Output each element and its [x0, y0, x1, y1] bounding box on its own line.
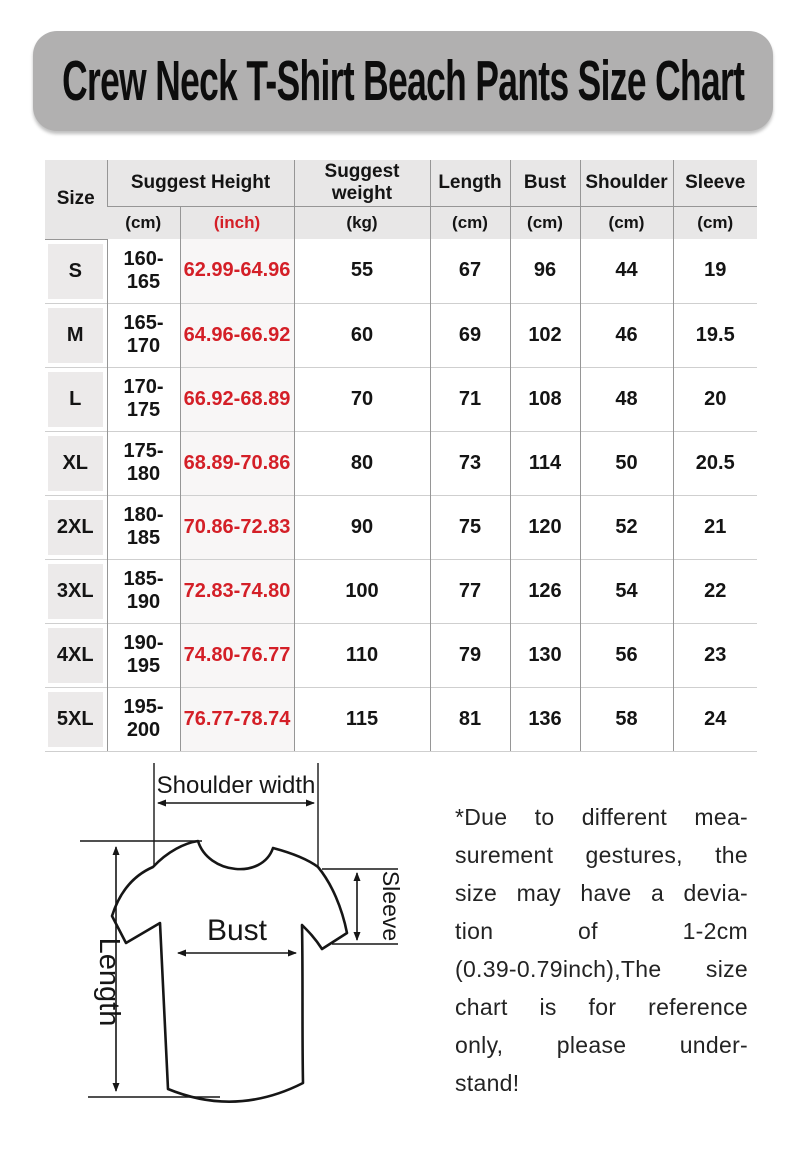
sleeve-label: Sleeve — [378, 870, 404, 942]
height-inch-cell: 74.80-76.77 — [180, 623, 294, 687]
shoulder-cell: 56 — [580, 623, 673, 687]
table-row — [45, 367, 757, 431]
size-badge: 2XL — [48, 500, 103, 555]
unit-sleeve-cm: (cm) — [673, 207, 757, 240]
size-table-header — [45, 160, 757, 239]
weight-kg-cell: 115 — [294, 687, 430, 751]
sleeve-cell: 23 — [673, 623, 757, 687]
weight-kg-cell: 100 — [294, 559, 430, 623]
length-cell: 77 — [430, 559, 510, 623]
unit-shoulder-cm: (cm) — [580, 207, 673, 240]
note-line: stand! — [455, 1070, 520, 1096]
table-row — [45, 495, 757, 559]
height-cm-cell: 165-170 — [107, 303, 180, 367]
header-size: Size — [45, 160, 107, 239]
sleeve-cell: 19 — [673, 239, 757, 303]
bust-cell: 120 — [510, 495, 580, 559]
length-cell: 67 — [430, 239, 510, 303]
height-inch-cell: 72.83-74.80 — [180, 559, 294, 623]
unit-weight-kg: (kg) — [294, 207, 430, 240]
bust-cell: 108 — [510, 367, 580, 431]
note-line: size may have a devia- — [455, 880, 748, 906]
weight-kg-cell: 80 — [294, 431, 430, 495]
header-length: Length — [430, 160, 510, 207]
length-cell: 73 — [430, 431, 510, 495]
length-cell: 71 — [430, 367, 510, 431]
note-line: surement gestures, the — [455, 842, 748, 868]
length-cell: 75 — [430, 495, 510, 559]
height-inch-cell: 76.77-78.74 — [180, 687, 294, 751]
size-badge: S — [48, 244, 103, 299]
unit-bust-cm: (cm) — [510, 207, 580, 240]
weight-kg-cell: 110 — [294, 623, 430, 687]
bust-cell: 102 — [510, 303, 580, 367]
size-badge: 3XL — [48, 564, 103, 619]
table-row — [45, 623, 757, 687]
bust-cell: 130 — [510, 623, 580, 687]
header-shoulder: Shoulder — [580, 160, 673, 207]
size-badge: 4XL — [48, 628, 103, 683]
note-line: tion of 1-2cm — [455, 918, 748, 944]
length-cell: 69 — [430, 303, 510, 367]
sleeve-cell: 24 — [673, 687, 757, 751]
bust-cell: 114 — [510, 431, 580, 495]
header-sleeve: Sleeve — [673, 160, 757, 207]
header-suggest-height: Suggest Height — [107, 160, 294, 207]
weight-kg-cell: 60 — [294, 303, 430, 367]
weight-kg-cell: 90 — [294, 495, 430, 559]
length-label: Length — [93, 937, 125, 1027]
height-cm-cell: 195-200 — [107, 687, 180, 751]
unit-length-cm: (cm) — [430, 207, 510, 240]
size-badge: L — [48, 372, 103, 427]
sleeve-cell: 20.5 — [673, 431, 757, 495]
unit-height-cm: (cm) — [107, 207, 180, 240]
table-row — [45, 687, 757, 751]
header-suggest-weight: Suggest weight — [294, 160, 430, 207]
size-table-body — [45, 239, 757, 751]
length-cell: 81 — [430, 687, 510, 751]
sleeve-cell: 22 — [673, 559, 757, 623]
shoulder-cell: 52 — [580, 495, 673, 559]
shoulder-width-label: Shoulder width — [156, 772, 316, 799]
table-row — [45, 303, 757, 367]
height-cm-cell: 160-165 — [107, 239, 180, 303]
unit-height-inch: (inch) — [180, 207, 294, 240]
tshirt-diagram — [45, 755, 445, 1127]
height-cm-cell: 180-185 — [107, 495, 180, 559]
size-badge: 5XL — [48, 692, 103, 747]
shoulder-cell: 50 — [580, 431, 673, 495]
table-row — [45, 559, 757, 623]
note-text — [455, 798, 748, 1102]
sleeve-cell: 19.5 — [673, 303, 757, 367]
sleeve-cell: 20 — [673, 367, 757, 431]
height-cm-cell: 190-195 — [107, 623, 180, 687]
height-cm-cell: 170-175 — [107, 367, 180, 431]
bust-cell: 96 — [510, 239, 580, 303]
page-title: Crew Neck T-Shirt Beach Pants Size Chart — [61, 49, 745, 113]
shoulder-cell: 44 — [580, 239, 673, 303]
bust-cell: 126 — [510, 559, 580, 623]
shoulder-cell: 54 — [580, 559, 673, 623]
height-inch-cell: 70.86-72.83 — [180, 495, 294, 559]
note-line: only, please under- — [455, 1032, 748, 1058]
bust-cell: 136 — [510, 687, 580, 751]
height-inch-cell: 68.89-70.86 — [180, 431, 294, 495]
size-badge: XL — [48, 436, 103, 491]
tshirt-outline — [112, 841, 347, 1102]
height-inch-cell: 62.99-64.96 — [180, 239, 294, 303]
header-bust: Bust — [510, 160, 580, 207]
table-row — [45, 239, 757, 303]
note-line: *Due to different mea- — [455, 804, 748, 830]
shoulder-cell: 48 — [580, 367, 673, 431]
height-inch-cell: 64.96-66.92 — [180, 303, 294, 367]
sleeve-cell: 21 — [673, 495, 757, 559]
length-cell: 79 — [430, 623, 510, 687]
shoulder-cell: 58 — [580, 687, 673, 751]
weight-kg-cell: 55 — [294, 239, 430, 303]
table-row — [45, 431, 757, 495]
size-table — [45, 160, 757, 752]
size-badge: M — [48, 308, 103, 363]
height-inch-cell: 66.92-68.89 — [180, 367, 294, 431]
bust-label: Bust — [206, 914, 268, 947]
note-line: (0.39-0.79inch),The size — [455, 956, 748, 982]
title-banner — [33, 31, 773, 131]
weight-kg-cell: 70 — [294, 367, 430, 431]
height-cm-cell: 185-190 — [107, 559, 180, 623]
shoulder-cell: 46 — [580, 303, 673, 367]
height-cm-cell: 175-180 — [107, 431, 180, 495]
note-line: chart is for reference — [455, 994, 748, 1020]
